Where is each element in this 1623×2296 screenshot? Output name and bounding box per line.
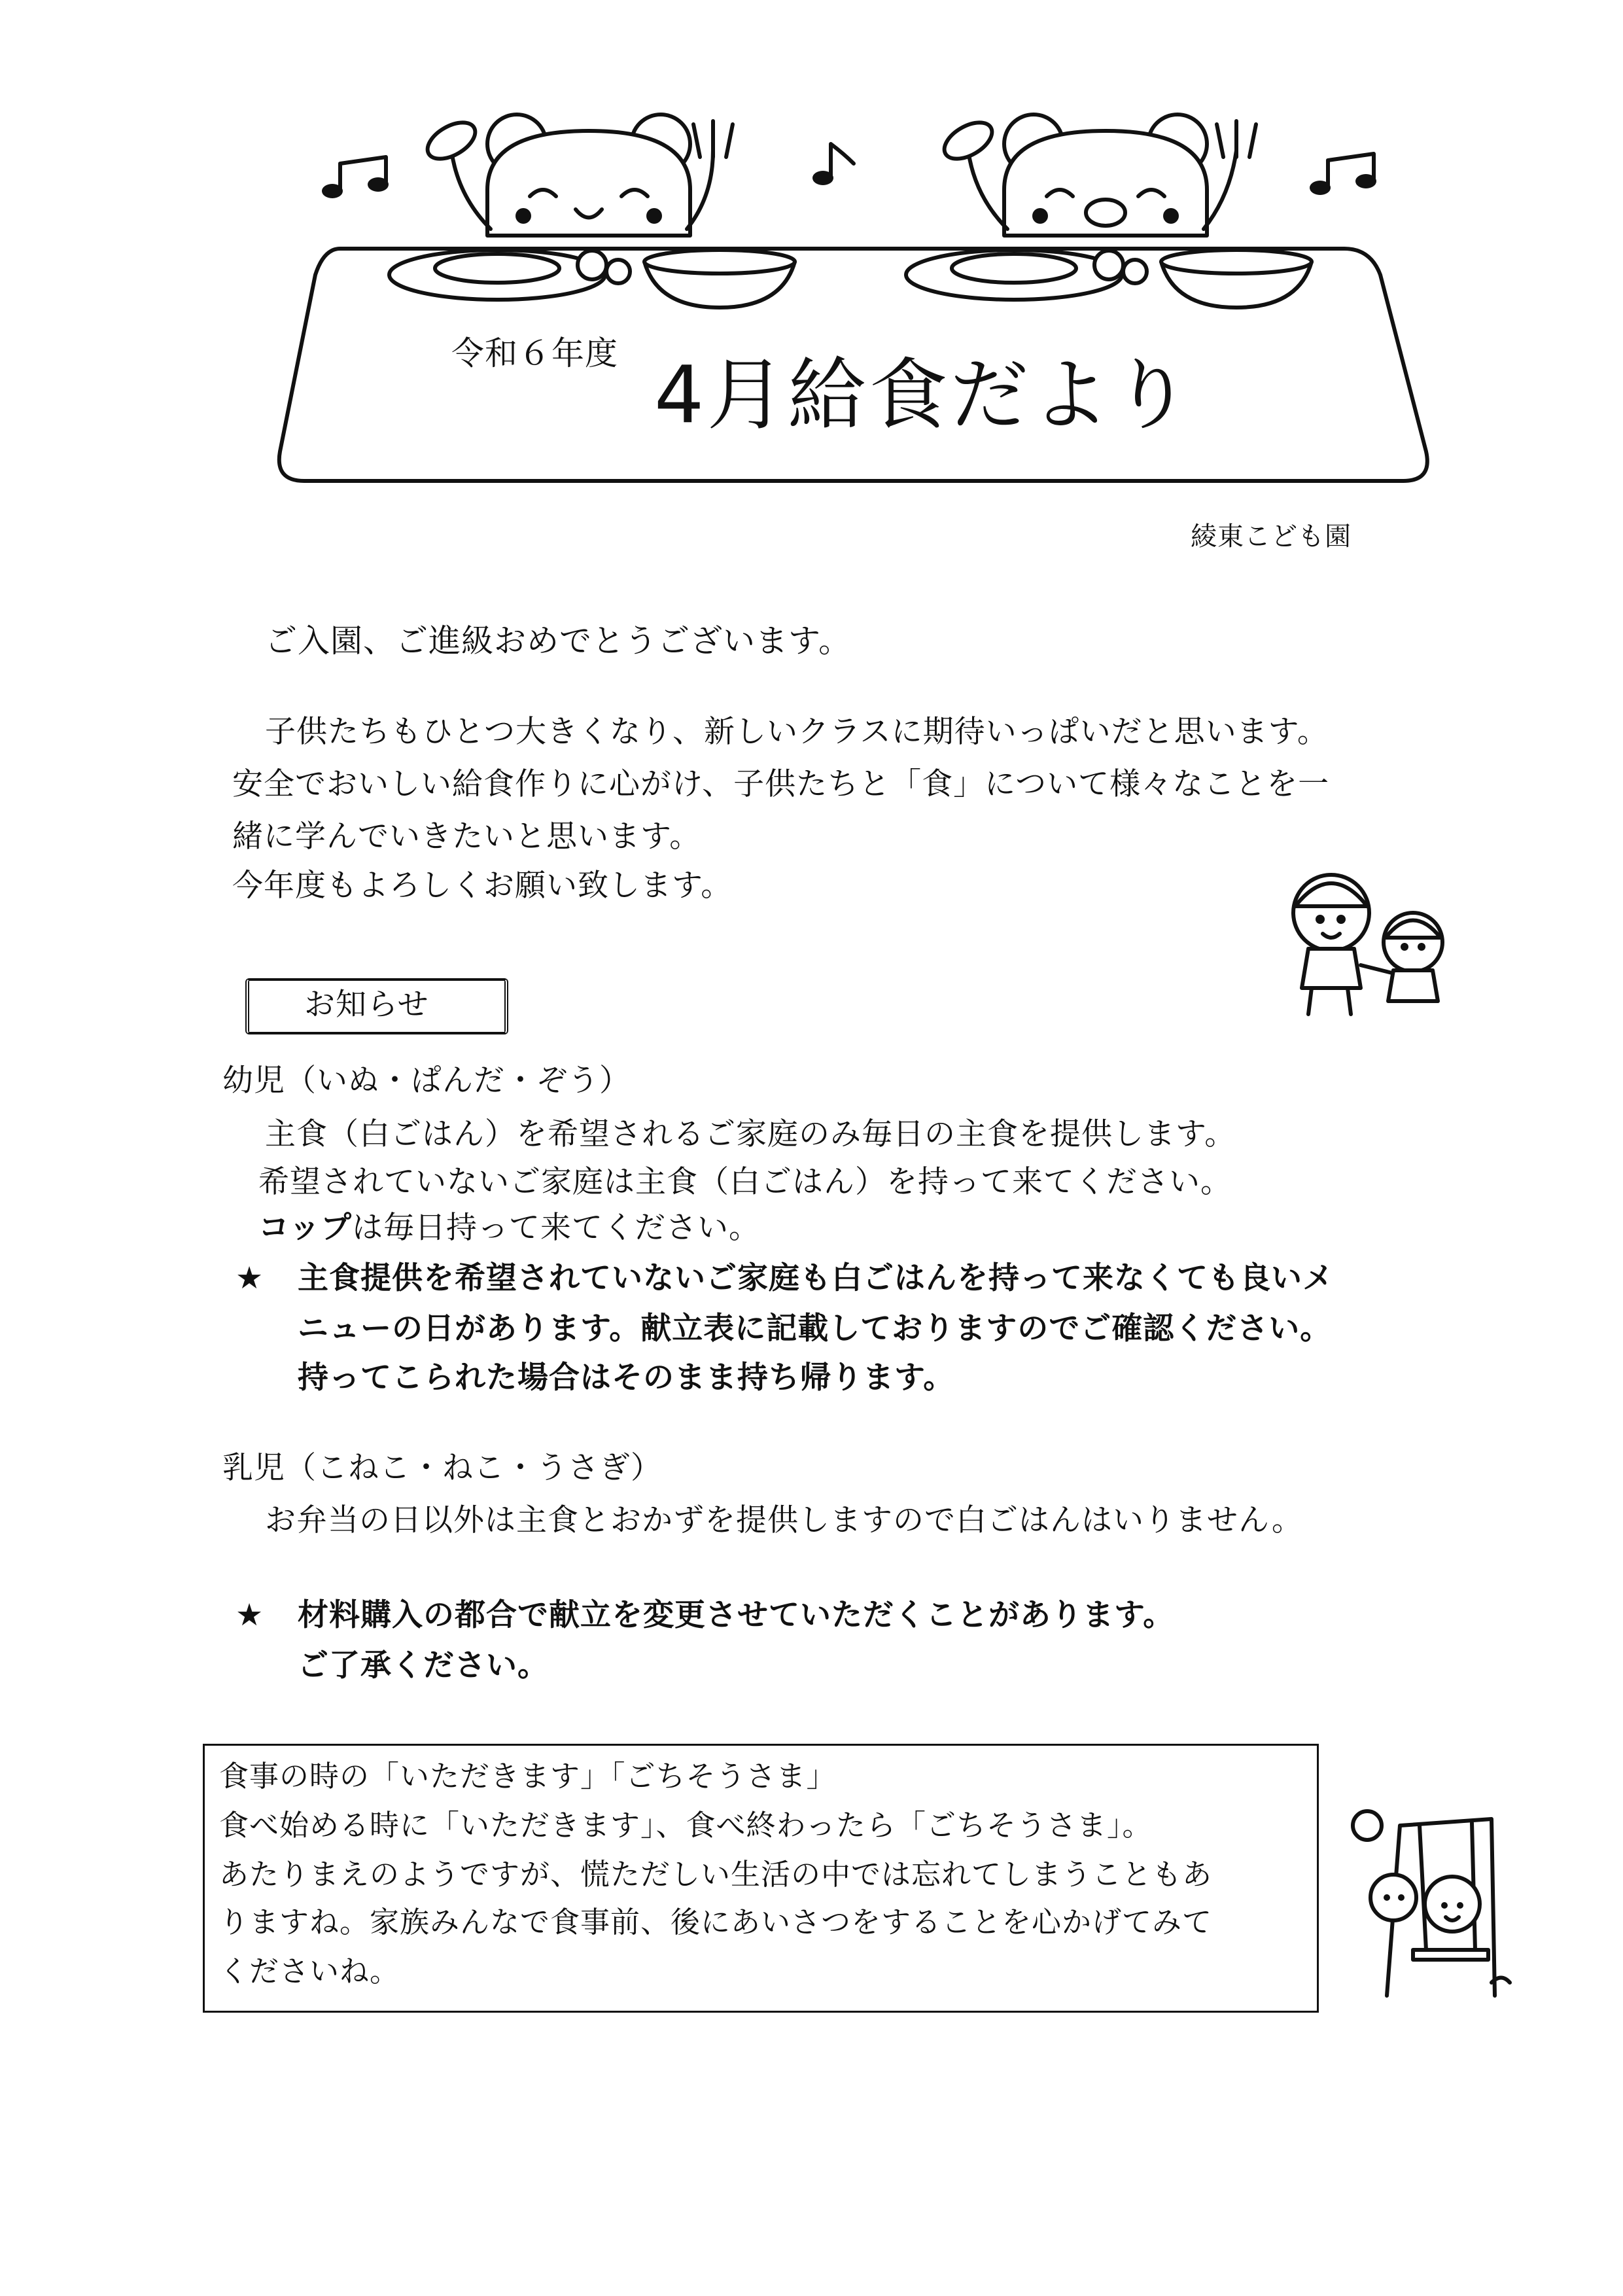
box-title: 食事の時の「いただきます」「ごちそうさま」 [219, 1759, 837, 1793]
intro-line: 安全でおいしい給食作りに心がけ、子供たちと「食」について様々なことを一 [232, 766, 1330, 802]
baby-heading: 乳児（こねこ・ねこ・うさぎ） [222, 1450, 662, 1486]
star-icon: ★ [236, 1597, 264, 1633]
issuer: 綾東こども園 [1191, 521, 1352, 552]
right-bear-icon [938, 115, 1256, 236]
infant-heading: 幼児（いぬ・ぱんだ・ぞう） [222, 1063, 631, 1099]
baby-line: お弁当の日以外は主食とおかずを提供しますので白ごはんはいりません。 [265, 1502, 1303, 1538]
infant-line: 希望されていないご家庭は主食（白ごはん）を持って来てください。 [258, 1164, 1232, 1200]
header-year: 令和６年度 [451, 334, 618, 372]
page-title: 4月給食だより [654, 350, 1194, 441]
notice-label: お知らせ [304, 987, 429, 1023]
box-line: あたりまえのようですが、慌ただしい生活の中では忘れてしまうこともあ [219, 1857, 1213, 1892]
infant-star-line: ニューの日があります。献立表に記載しておりますのでご確認ください。 [298, 1311, 1332, 1347]
change-note-line: 材料購入の都合で献立を変更させていただくことがあります。 [298, 1597, 1175, 1633]
change-note-line: ご了承ください。 [298, 1648, 549, 1684]
music-note-icon [322, 157, 389, 198]
music-note-icon [1310, 154, 1376, 195]
box-line: くださいね。 [219, 1954, 400, 1988]
infant-star-line: 持ってこられた場合はそのまま持ち帰ります。 [298, 1360, 955, 1396]
children-illustration [1276, 860, 1472, 1024]
box-line: りますね。家族みんなで食事前、後にあいさつをすることを心かげてみて [219, 1905, 1213, 1939]
right-bowl-icon [1161, 250, 1312, 308]
infant-cup-line [258, 1210, 761, 1246]
cup-bold: コップ [258, 1210, 353, 1246]
left-bowl-icon [644, 250, 795, 308]
infant-line: 主食（白ごはん）を希望されるご家庭のみ毎日の主食を提供します。 [265, 1116, 1236, 1152]
music-note-icon [812, 144, 854, 185]
swing-illustration [1341, 1799, 1511, 2009]
left-plate-icon [389, 250, 630, 300]
infant-star-line: 主食提供を希望されていないご家庭も白ごはんを持って来なくても良いメ [298, 1260, 1334, 1296]
intro-line: 今年度もよろしくお願い致します。 [232, 868, 733, 904]
greeting: ご入園、ご進級おめでとうございます。 [265, 622, 852, 660]
right-plate-icon [906, 250, 1147, 300]
intro-line: 子供たちもひとつ大きくなり、新しいクラスに期待いっぱいだと思います。 [265, 714, 1329, 750]
left-bear-icon [421, 115, 733, 236]
star-icon: ★ [236, 1260, 264, 1296]
intro-line: 緒に学んでいきたいと思います。 [232, 819, 701, 855]
cup-rest: は毎日持って来てください。 [352, 1210, 761, 1246]
box-line: 食べ始める時に「いただきます」、食べ終わったら「ごちそうさま」。 [219, 1808, 1153, 1843]
